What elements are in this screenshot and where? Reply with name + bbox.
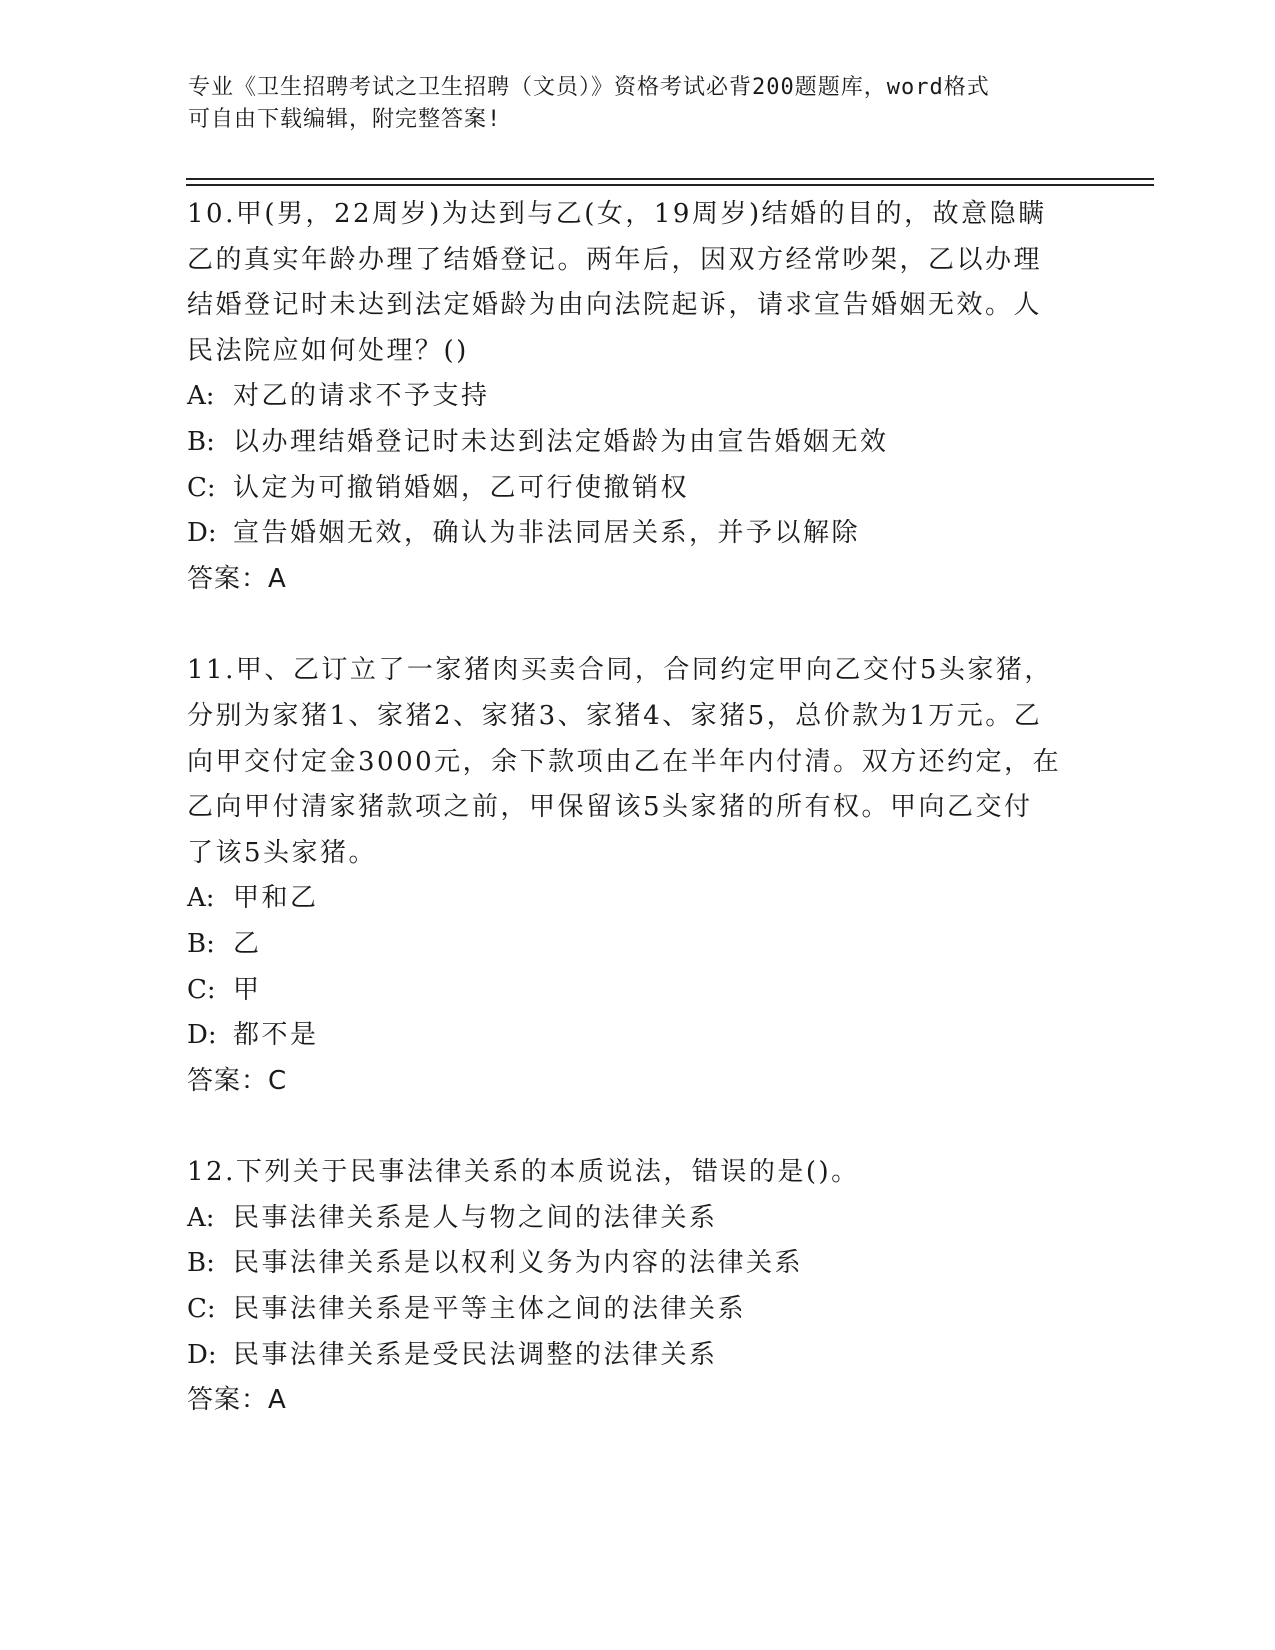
- header-divider-bottom: [186, 184, 1154, 186]
- option-letter: D:: [187, 1339, 217, 1370]
- option-b: [187, 420, 1087, 466]
- option-text: 乙: [233, 928, 262, 959]
- option-text: 民事法律关系是以权利义务为内容的法律关系: [233, 1248, 804, 1279]
- option-c: [187, 1287, 1087, 1333]
- question-11: [187, 648, 1087, 1104]
- option-d: [187, 1333, 1087, 1379]
- option-letter: C:: [187, 1294, 216, 1325]
- answer-line: 答案：A: [187, 1385, 287, 1416]
- option-text: 甲和乙: [233, 883, 319, 914]
- option-a: [187, 374, 1087, 420]
- question-10: [187, 192, 1087, 602]
- option-letter: A:: [187, 883, 215, 914]
- option-a: [187, 1196, 1087, 1242]
- header-line-2: 可自由下载编辑，附完整答案!: [188, 107, 502, 132]
- option-b: [187, 1241, 1087, 1287]
- option-letter: B:: [187, 426, 215, 457]
- option-c: [187, 466, 1087, 512]
- option-text: 甲: [233, 974, 262, 1005]
- question-text-line: 了该5头家猪。: [187, 837, 378, 868]
- question-text-line: 结婚登记时未达到法定婚龄为由向法院起诉，请求宣告婚姻无效。人: [187, 290, 1043, 321]
- answer-line: 答案：C: [187, 1065, 288, 1096]
- document-header: [188, 72, 1068, 136]
- question-text-line: 11.甲、乙订立了一家猪肉买卖合同，合同约定甲向乙交付5头家猪，: [187, 655, 1053, 686]
- option-letter: A:: [187, 1202, 215, 1233]
- option-b: [187, 922, 1087, 968]
- option-text: 民事法律关系是受民法调整的法律关系: [233, 1339, 718, 1370]
- option-letter: B:: [187, 928, 215, 959]
- option-text: 民事法律关系是人与物之间的法律关系: [233, 1202, 718, 1233]
- question-text-line: 民法院应如何处理？(): [187, 335, 469, 366]
- option-text: 以办理结婚登记时未达到法定婚龄为由宣告婚姻无效: [233, 426, 889, 457]
- question-text-line: 向甲交付定金3000元，余下款项由乙在半年内付清。双方还约定，在: [187, 746, 1062, 777]
- question-text-line: 乙向甲付清家猪款项之前，甲保留该5头家猪的所有权。甲向乙交付: [187, 792, 1033, 823]
- option-letter: C:: [187, 974, 216, 1005]
- question-12: [187, 1150, 1087, 1424]
- option-letter: C:: [187, 472, 216, 503]
- question-list: [187, 192, 1087, 1424]
- option-text: 民事法律关系是平等主体之间的法律关系: [233, 1294, 747, 1325]
- option-text: 宣告婚姻无效，确认为非法同居关系，并予以解除: [233, 518, 861, 549]
- option-letter: A:: [187, 381, 215, 412]
- question-text-line: 10.甲(男，22周岁)为达到与乙(女，19周岁)结婚的目的，故意隐瞒: [187, 199, 1047, 229]
- question-text-line: 分别为家猪1、家猪2、家猪3、家猪4、家猪5，总价款为1万元。乙: [187, 700, 1043, 731]
- header-divider-top: [186, 178, 1154, 180]
- question-text-line: 12.下列关于民事法律关系的本质说法，错误的是()。: [187, 1157, 860, 1188]
- option-c: [187, 968, 1087, 1014]
- question-spacer: [187, 1104, 1087, 1150]
- option-d: [187, 511, 1087, 557]
- option-text: 认定为可撤销婚姻，乙可行使撤销权: [233, 472, 690, 503]
- option-letter: D:: [187, 1020, 217, 1051]
- question-text-line: 乙的真实年龄办理了结婚登记。两年后，因双方经常吵架，乙以办理: [187, 244, 1043, 275]
- option-text: 对乙的请求不予支持: [233, 381, 490, 412]
- answer-line: 答案：A: [187, 563, 287, 594]
- option-text: 都不是: [233, 1020, 319, 1051]
- option-d: [187, 1013, 1087, 1059]
- header-line-1: 专业《卫生招聘考试之卫生招聘（文员）》资格考试必背200题题库，word格式: [188, 75, 990, 100]
- option-letter: D:: [187, 518, 217, 549]
- option-letter: B:: [187, 1248, 215, 1279]
- question-spacer: [187, 602, 1087, 648]
- option-a: [187, 876, 1087, 922]
